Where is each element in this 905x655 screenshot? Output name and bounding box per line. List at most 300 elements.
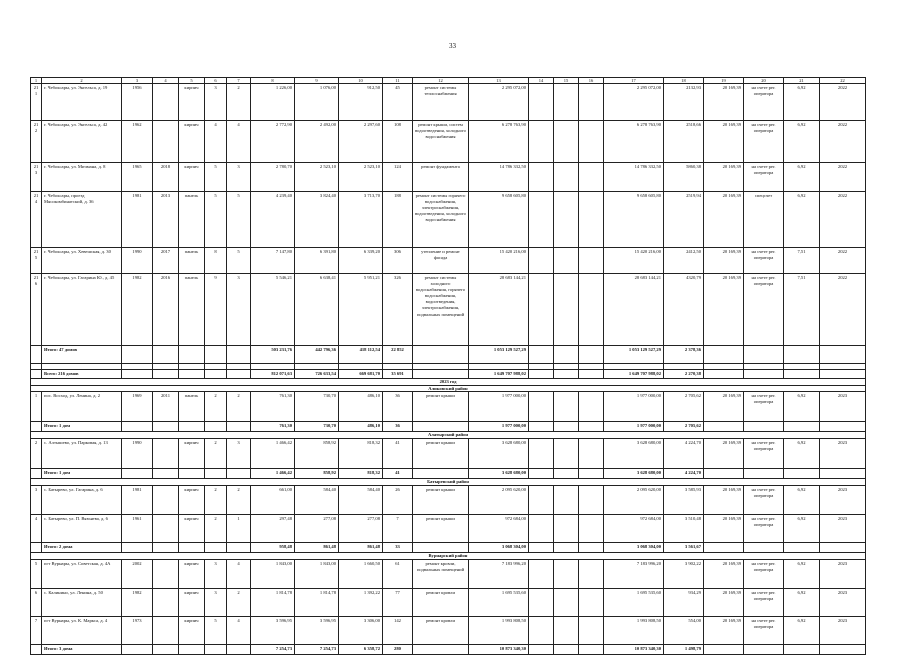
cell-col-5: кирпич [179, 486, 205, 515]
cell-col-2: с. Калинино, ул. Ленина, д. 50 [42, 589, 122, 617]
cell-col-3 [122, 543, 153, 553]
cell-col-15 [554, 248, 579, 274]
cell-col-3: 1990 [122, 248, 153, 274]
cell-col-6: 5 [205, 192, 227, 248]
cell-col-8: 958,48 [251, 543, 295, 553]
cell-col-4 [153, 617, 179, 645]
cell-col-16 [579, 370, 604, 379]
cell-col-14 [529, 439, 554, 469]
cell-col-18: 2132,93 [664, 84, 704, 121]
cell-col-21: 7,51 [784, 274, 820, 346]
cell-col-16 [579, 392, 604, 422]
cell-col-20 [744, 645, 784, 655]
cell-col-17: 3 068 304,00 [604, 543, 664, 553]
column-number: 8 [251, 78, 295, 84]
cell-col-8: 2 772,90 [251, 121, 295, 163]
cell-col-13: 10 873 340,30 [469, 645, 529, 655]
cell-col-5: панель [179, 192, 205, 248]
cell-col-6 [205, 469, 227, 479]
cell-col-15 [554, 469, 579, 479]
cell-col-4 [153, 346, 179, 364]
cell-col-7: 1 [227, 515, 251, 543]
cell-col-13: 7 183 996,20 [469, 560, 529, 589]
cell-col-12 [413, 346, 469, 364]
cell-col-12 [413, 469, 469, 479]
cell-col-13: 1 053 129 527,29 [469, 346, 529, 364]
cell-col-17: 14 786 332,50 [604, 163, 664, 192]
cell-col-8: 1 814,78 [251, 589, 295, 617]
cell-col-18: 1 498,79 [664, 645, 704, 655]
cell-col-20 [744, 469, 784, 479]
cell-col-6: 9 [205, 274, 227, 346]
cell-col-10: 818,32 [339, 439, 383, 469]
cell-col-17: 3 628 680,00 [604, 469, 664, 479]
cell-col-10: 6 358,72 [339, 645, 383, 655]
cell-col-1: 216 [31, 274, 42, 346]
cell-col-20 [744, 346, 784, 364]
cell-col-21 [784, 543, 820, 553]
cell-col-14 [529, 192, 554, 248]
cell-col-11: 108 [383, 121, 413, 163]
column-number: 14 [529, 78, 554, 84]
cell-col-4 [153, 84, 179, 121]
cell-col-5: кирпич [179, 439, 205, 469]
cell-col-22: 2023 [820, 486, 866, 515]
cell-col-8: 1 466,42 [251, 469, 295, 479]
cell-col-11: 7 [383, 515, 413, 543]
cell-col-19: 20 169,39 [704, 617, 744, 645]
cell-col-8: 5 546,21 [251, 274, 295, 346]
cell-col-11: 22 852 [383, 346, 413, 364]
cell-col-11: 45 [383, 84, 413, 121]
cell-col-1: 211 [31, 84, 42, 121]
cell-col-19 [704, 543, 744, 553]
cell-col-19: 20 169,39 [704, 392, 744, 422]
cell-col-2: Всего: 216 домов [42, 370, 122, 379]
cell-col-1: 3 [31, 486, 42, 515]
cell-col-5: панель [179, 274, 205, 346]
table-row [31, 617, 866, 645]
cell-col-11: 124 [383, 163, 413, 192]
cell-col-19: 20 169,39 [704, 84, 744, 121]
cell-col-7: 5 [227, 248, 251, 274]
cell-col-20 [744, 422, 784, 432]
cell-col-17: 1 993 808,50 [604, 617, 664, 645]
cell-col-20: на счете рег. оператора [744, 439, 784, 469]
cell-col-3: 1965 [122, 163, 153, 192]
cell-col-21: 6,92 [784, 163, 820, 192]
cell-col-2: пгт Вурнары, ул. Советская, д. 4А [42, 560, 122, 589]
cell-col-22: 2023 [820, 392, 866, 422]
cell-col-9: 730,70 [295, 392, 339, 422]
cell-col-7: 4 [227, 121, 251, 163]
cell-col-18: 3 561,67 [664, 543, 704, 553]
cell-col-2: г. Чебоксары, проезд Мясокомбинатский, д. 36 [42, 192, 122, 248]
cell-col-7: 2 [227, 392, 251, 422]
section-title-row [31, 553, 866, 560]
cell-col-22: 2022 [820, 192, 866, 248]
cell-col-10: 584,40 [339, 486, 383, 515]
cell-col-3: 1956 [122, 84, 153, 121]
cell-col-18: 2519,94 [664, 192, 704, 248]
cell-col-3: 1981 [122, 486, 153, 515]
cell-col-6: 2 [205, 515, 227, 543]
cell-col-12: ремонт крыши [413, 486, 469, 515]
cell-col-16 [579, 274, 604, 346]
cell-col-8: 2 780,70 [251, 163, 295, 192]
cell-col-18: 3 902,22 [664, 560, 704, 589]
cell-col-3: 1982 [122, 589, 153, 617]
cell-col-6: 5 [205, 617, 227, 645]
cell-col-22: 2023 [820, 589, 866, 617]
table-row [31, 560, 866, 589]
cell-col-16 [579, 645, 604, 655]
column-number: 3 [122, 78, 153, 84]
cell-col-7: 4 [227, 617, 251, 645]
cell-col-17: 1 977 000,00 [604, 392, 664, 422]
cell-col-13: 3 628 680,00 [469, 439, 529, 469]
column-number: 2 [42, 78, 122, 84]
cell-col-4: 2013 [153, 192, 179, 248]
cell-col-2: Итого: 2 дома [42, 543, 122, 553]
cell-col-9: 858,92 [295, 469, 339, 479]
cell-col-14 [529, 543, 554, 553]
cell-col-17: 10 873 340,30 [604, 645, 664, 655]
cell-col-13: 15 420 216,00 [469, 248, 529, 274]
cell-col-2: Итого: 1 дом [42, 422, 122, 432]
cell-col-19: 20 169,39 [704, 248, 744, 274]
table-row [31, 163, 866, 192]
cell-col-5: панель [179, 392, 205, 422]
cell-col-15 [554, 192, 579, 248]
cell-col-21: 6,92 [784, 84, 820, 121]
cell-col-7: 2 [227, 589, 251, 617]
section-title: Аликовский район [31, 386, 866, 392]
cell-col-10: 669 681,70 [339, 370, 383, 379]
cell-col-2: г. Чебоксары, ул. Гагарина Ю., д. 45 [42, 274, 122, 346]
cell-col-5: кирпич [179, 560, 205, 589]
cell-col-3: 1982 [122, 274, 153, 346]
cell-col-13: 2 295 072,00 [469, 84, 529, 121]
cell-col-7: 3 [227, 439, 251, 469]
cell-col-18: 934,29 [664, 589, 704, 617]
cell-col-4: 2018 [153, 163, 179, 192]
cell-col-12: ремонт крыши, систем водоотведения, холодного водоснабжения [413, 121, 469, 163]
cell-col-16 [579, 192, 604, 248]
cell-col-14 [529, 121, 554, 163]
cell-col-9: 1 076,00 [295, 84, 339, 121]
cell-col-16 [579, 589, 604, 617]
column-number: 10 [339, 78, 383, 84]
cell-col-22: 2023 [820, 617, 866, 645]
cell-col-9: 1 843,00 [295, 560, 339, 589]
cell-col-13: 14 786 332,50 [469, 163, 529, 192]
cell-col-9: 730,70 [295, 422, 339, 432]
table-row [31, 515, 866, 543]
total-row [31, 346, 866, 364]
cell-col-3 [122, 645, 153, 655]
cell-col-4 [153, 589, 179, 617]
cell-col-12: ремонт кровли [413, 617, 469, 645]
cell-col-16 [579, 422, 604, 432]
cell-col-2: г. Чебоксары, ул. Энгельса, д. 19 [42, 84, 122, 121]
cell-col-3 [122, 469, 153, 479]
cell-col-21: 6,92 [784, 560, 820, 589]
table-row [31, 192, 866, 248]
cell-col-5 [179, 645, 205, 655]
section-title: Вурнарский район [31, 553, 866, 560]
cell-col-16 [579, 439, 604, 469]
cell-col-11: 33 [383, 543, 413, 553]
cell-col-15 [554, 486, 579, 515]
cell-col-19: 20 169,39 [704, 274, 744, 346]
cell-col-3: 1961 [122, 515, 153, 543]
cell-col-4 [153, 469, 179, 479]
cell-col-13: 1 977 000,00 [469, 392, 529, 422]
cell-col-20: на счете рег. оператора [744, 121, 784, 163]
cell-col-10: 912,50 [339, 84, 383, 121]
cell-col-5: кирпич [179, 121, 205, 163]
cell-col-17: 972 684,00 [604, 515, 664, 543]
cell-col-15 [554, 645, 579, 655]
cell-col-9: 2 492,00 [295, 121, 339, 163]
cell-col-6 [205, 543, 227, 553]
cell-col-18: 2 705,62 [664, 392, 704, 422]
cell-col-15 [554, 84, 579, 121]
cell-col-13: 3 068 304,00 [469, 543, 529, 553]
total-row [31, 543, 866, 553]
cell-col-19: 20 169,39 [704, 589, 744, 617]
cell-col-1: 5 [31, 560, 42, 589]
cell-col-5: кирпич [179, 617, 205, 645]
cell-col-16 [579, 121, 604, 163]
total-row [31, 370, 866, 379]
cell-col-12: ремонт крыши [413, 439, 469, 469]
cell-col-9: 442 796,36 [295, 346, 339, 364]
cell-col-3 [122, 346, 153, 364]
cell-col-1 [31, 370, 42, 379]
section-title: Алатырский район [31, 432, 866, 439]
cell-col-5: панель [179, 248, 205, 274]
cell-col-7: 3 [227, 274, 251, 346]
cell-col-18: 4320,79 [664, 274, 704, 346]
cell-col-13: 28 683 144,21 [469, 274, 529, 346]
cell-col-18: 5860,38 [664, 163, 704, 192]
cell-col-10: 277,08 [339, 515, 383, 543]
cell-col-22: 2023 [820, 515, 866, 543]
cell-col-17: 1 695 535,60 [604, 589, 664, 617]
cell-col-3 [122, 422, 153, 432]
cell-col-8: 503 231,76 [251, 346, 295, 364]
cell-col-22 [820, 645, 866, 655]
cell-col-10: 486,10 [339, 392, 383, 422]
cell-col-13: 1 977 000,00 [469, 422, 529, 432]
cell-col-3: 2002 [122, 560, 153, 589]
cell-col-7 [227, 543, 251, 553]
cell-col-14 [529, 422, 554, 432]
cell-col-18: 4 224,70 [664, 469, 704, 479]
cell-col-9: 7 254,73 [295, 645, 339, 655]
table-row [31, 84, 866, 121]
cell-col-19 [704, 422, 744, 432]
cell-col-6: 4 [205, 121, 227, 163]
cell-col-2: с. Батырево, ул. П. Вязьяева, д. 6 [42, 515, 122, 543]
cell-col-22: 2022 [820, 84, 866, 121]
cell-col-12: ремонт системы теплоснабжения [413, 84, 469, 121]
cell-col-12: ремонт фундамента [413, 163, 469, 192]
cell-col-10: 6 339,20 [339, 248, 383, 274]
cell-col-7 [227, 422, 251, 432]
cell-col-17: 28 683 144,21 [604, 274, 664, 346]
cell-col-18: 2 378,36 [664, 346, 704, 364]
cell-col-10: 2 297,60 [339, 121, 383, 163]
cell-col-7 [227, 346, 251, 364]
cell-col-1: 1 [31, 392, 42, 422]
cell-col-10: 3 306,00 [339, 617, 383, 645]
cell-col-18: 3 510,48 [664, 515, 704, 543]
cell-col-14 [529, 486, 554, 515]
cell-col-5: кирпич [179, 84, 205, 121]
cell-col-7: 4 [227, 560, 251, 589]
cell-col-8: 7 147,80 [251, 248, 295, 274]
total-row [31, 422, 866, 432]
cell-col-1: 6 [31, 589, 42, 617]
cell-col-12 [413, 370, 469, 379]
cell-col-10: 818,32 [339, 469, 383, 479]
cell-col-20: спецсчет [744, 192, 784, 248]
cell-col-20: на счете рег. оператора [744, 486, 784, 515]
cell-col-8: 661,00 [251, 486, 295, 515]
cell-col-17: 3 628 680,00 [604, 439, 664, 469]
cell-col-11: 36 [383, 392, 413, 422]
column-number: 15 [554, 78, 579, 84]
cell-col-18: 2412,50 [664, 248, 704, 274]
cell-col-2: с. Алтышево, ул. Парковая, д. 13 [42, 439, 122, 469]
cell-col-13: 972 684,00 [469, 515, 529, 543]
cell-col-21: 6,92 [784, 192, 820, 248]
cell-col-18: 2 705,62 [664, 422, 704, 432]
cell-col-12 [413, 645, 469, 655]
cell-col-16 [579, 248, 604, 274]
column-number: 18 [664, 78, 704, 84]
cell-col-21 [784, 469, 820, 479]
cell-col-15 [554, 560, 579, 589]
cell-col-10: 3 713,70 [339, 192, 383, 248]
cell-col-12: утепление и ремонт фасада [413, 248, 469, 274]
cell-col-21: 6,92 [784, 589, 820, 617]
column-number: 17 [604, 78, 664, 84]
cell-col-15 [554, 163, 579, 192]
column-number: 6 [205, 78, 227, 84]
table-row [31, 121, 866, 163]
cell-col-18: 3 585,93 [664, 486, 704, 515]
cell-col-15 [554, 346, 579, 364]
cell-col-1 [31, 422, 42, 432]
total-row [31, 645, 866, 655]
cell-col-2: г. Чебоксары, ул. Энгельса, д. 42 [42, 121, 122, 163]
cell-col-5 [179, 469, 205, 479]
cell-col-21: 6,92 [784, 439, 820, 469]
cell-col-14 [529, 84, 554, 121]
cell-col-4 [153, 486, 179, 515]
cell-col-2: Итого: 3 дома [42, 645, 122, 655]
cell-col-12: ремонт кровли [413, 589, 469, 617]
cell-col-21 [784, 422, 820, 432]
cell-col-20: на счете рег. оператора [744, 248, 784, 274]
cell-col-9: 2 523,10 [295, 163, 339, 192]
cell-col-1: 7 [31, 617, 42, 645]
table-row [31, 248, 866, 274]
table-row [31, 486, 866, 515]
cell-col-4 [153, 645, 179, 655]
cell-col-1 [31, 645, 42, 655]
cell-col-8: 3 596,95 [251, 617, 295, 645]
cell-col-21: 6,92 [784, 515, 820, 543]
cell-col-14 [529, 163, 554, 192]
cell-col-1: 4 [31, 515, 42, 543]
column-number: 12 [413, 78, 469, 84]
cell-col-8: 297,48 [251, 515, 295, 543]
cell-col-12 [413, 422, 469, 432]
cell-col-13: 1 993 808,50 [469, 617, 529, 645]
cell-col-1 [31, 469, 42, 479]
cell-col-19: 20 169,39 [704, 439, 744, 469]
cell-col-6: 2 [205, 486, 227, 515]
cell-col-19 [704, 469, 744, 479]
cell-col-11: 61 [383, 560, 413, 589]
cell-col-17: 7 183 996,20 [604, 560, 664, 589]
cell-col-16 [579, 486, 604, 515]
column-number: 9 [295, 78, 339, 84]
cell-col-20: на счете рег. оператора [744, 589, 784, 617]
cell-col-22 [820, 346, 866, 364]
capital-repair-table [30, 77, 866, 655]
cell-col-19: 20 169,39 [704, 515, 744, 543]
cell-col-22 [820, 469, 866, 479]
cell-col-9: 861,48 [295, 543, 339, 553]
cell-col-22: 2022 [820, 248, 866, 274]
cell-col-11: 41 [383, 469, 413, 479]
cell-col-1: 215 [31, 248, 42, 274]
cell-col-3: 1962 [122, 121, 153, 163]
cell-col-7: 2 [227, 486, 251, 515]
cell-col-7: 3 [227, 163, 251, 192]
cell-col-8: 4 239,40 [251, 192, 295, 248]
cell-col-6: 3 [205, 560, 227, 589]
cell-col-15 [554, 543, 579, 553]
cell-col-15 [554, 392, 579, 422]
cell-col-14 [529, 392, 554, 422]
cell-col-6 [205, 346, 227, 364]
cell-col-13: 1 695 535,60 [469, 589, 529, 617]
cell-col-11: 26 [383, 486, 413, 515]
cell-col-22: 2022 [820, 121, 866, 163]
cell-col-19 [704, 370, 744, 379]
column-number: 21 [784, 78, 820, 84]
cell-col-19 [704, 346, 744, 364]
cell-col-5 [179, 370, 205, 379]
cell-col-4: 2016 [153, 274, 179, 346]
cell-col-12: ремонт системы горячего водоснабжения, электроснабжения, водоотведения, холодного водоснабжения [413, 192, 469, 248]
cell-col-6 [205, 645, 227, 655]
cell-col-19: 20 169,39 [704, 560, 744, 589]
cell-col-20: на счете рег. оператора [744, 163, 784, 192]
cell-col-22: 2023 [820, 560, 866, 589]
section-title-row [31, 432, 866, 439]
cell-col-14 [529, 469, 554, 479]
cell-col-13: 1 649 707 988,02 [469, 370, 529, 379]
cell-col-14 [529, 346, 554, 364]
